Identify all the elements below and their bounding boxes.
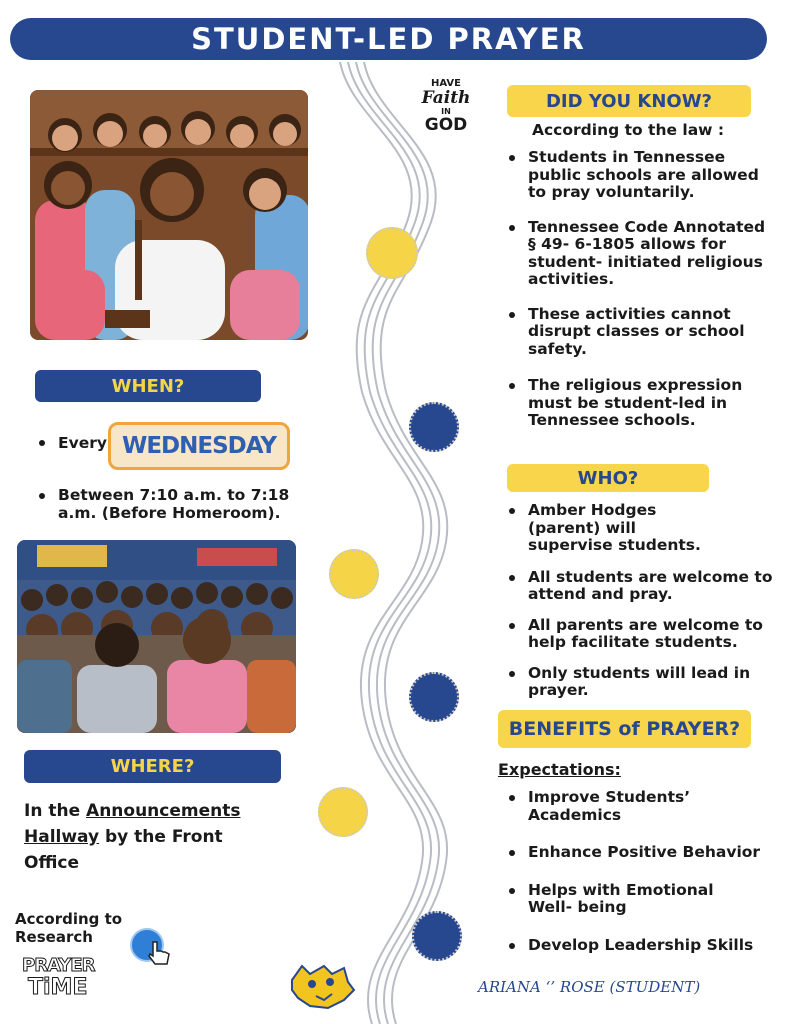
timeline-dot-blue xyxy=(409,672,459,722)
faith-badge-line4: GOD xyxy=(424,115,468,135)
timeline-dot-yellow xyxy=(366,227,418,279)
list-item: These activities cannot disrupt classes or school safety. xyxy=(506,306,774,359)
timeline-dot-blue xyxy=(409,402,459,452)
page-title-bar xyxy=(10,18,767,60)
when-every-label: Every xyxy=(58,434,107,452)
wavy-path-decoration xyxy=(320,62,480,1024)
benefits-subheading: Expectations: xyxy=(498,760,621,779)
where-text xyxy=(24,798,264,876)
when-time-list xyxy=(36,487,306,522)
author-credit: ARIANA ‘’ ROSE (STUDENT) xyxy=(478,978,701,996)
list-item: Develop Leadership Skills xyxy=(506,937,774,955)
who-list xyxy=(506,502,774,700)
did-you-know-list xyxy=(506,149,774,430)
list-item: The religious expression must be student-led in Tennessee schools. xyxy=(506,377,774,430)
where-heading: WHERE? xyxy=(24,750,281,783)
list-item: All students are welcome to attend and pray. xyxy=(506,569,774,604)
panther-mascot-logo xyxy=(288,960,356,1012)
prayer-time-logo-line1: PRAYER xyxy=(22,955,95,976)
prayer-time-logo xyxy=(22,956,100,1004)
where-text-after: by the Front Office xyxy=(24,827,223,873)
bullet-dot xyxy=(39,440,45,446)
wednesday-badge-text: WEDNESDAY xyxy=(121,433,277,459)
list-item: Amber Hodges (parent) will supervise students. xyxy=(506,502,713,555)
page-title: STUDENT-LED PRAYER xyxy=(191,22,586,56)
prayer-time-logo-line2: TiME xyxy=(28,975,88,1000)
faith-badge-line1: HAVE xyxy=(431,78,461,89)
benefits-list xyxy=(506,789,774,954)
list-item: Only students will lead in prayer. xyxy=(506,665,774,700)
have-faith-in-god-badge xyxy=(414,78,478,142)
list-item: Improve Students’ Academics xyxy=(506,789,708,824)
pointer-hand-icon xyxy=(147,940,173,966)
who-heading: WHO? xyxy=(507,464,709,492)
when-heading: WHEN? xyxy=(35,370,261,402)
list-item: Enhance Positive Behavior xyxy=(506,844,774,862)
did-you-know-heading: DID YOU KNOW? xyxy=(507,85,751,117)
where-location-link: Announcements Hallway xyxy=(24,801,241,847)
timeline-dot-blue xyxy=(412,911,462,961)
list-item: Helps with Emotional Well- being xyxy=(506,882,728,917)
list-item: All parents are welcome to help facilitate students. xyxy=(506,617,774,652)
where-text-before: In the xyxy=(24,801,87,821)
benefits-heading: BENEFITS of PRAYER? xyxy=(498,710,751,748)
children-courtroom-image xyxy=(30,90,308,340)
list-item: Tennessee Code Annotated § 49- 6-1805 allows for student- initiated religious activities. xyxy=(506,219,774,289)
did-you-know-intro: According to the law : xyxy=(532,121,725,139)
when-time-text: Between 7:10 a.m. to 7:18 a.m. (Before Homeroom). xyxy=(36,487,306,522)
timeline-dot-yellow xyxy=(329,549,379,599)
faith-badge-line3: IN xyxy=(441,107,451,116)
wednesday-badge xyxy=(108,422,290,470)
list-item: Students in Tennessee public schools are allowed to pray voluntarily. xyxy=(506,149,774,202)
research-label: According to Research xyxy=(15,910,123,946)
timeline-dot-yellow xyxy=(318,787,368,837)
students-crowd-image xyxy=(17,540,296,733)
faith-badge-line2: Faith xyxy=(421,88,471,108)
